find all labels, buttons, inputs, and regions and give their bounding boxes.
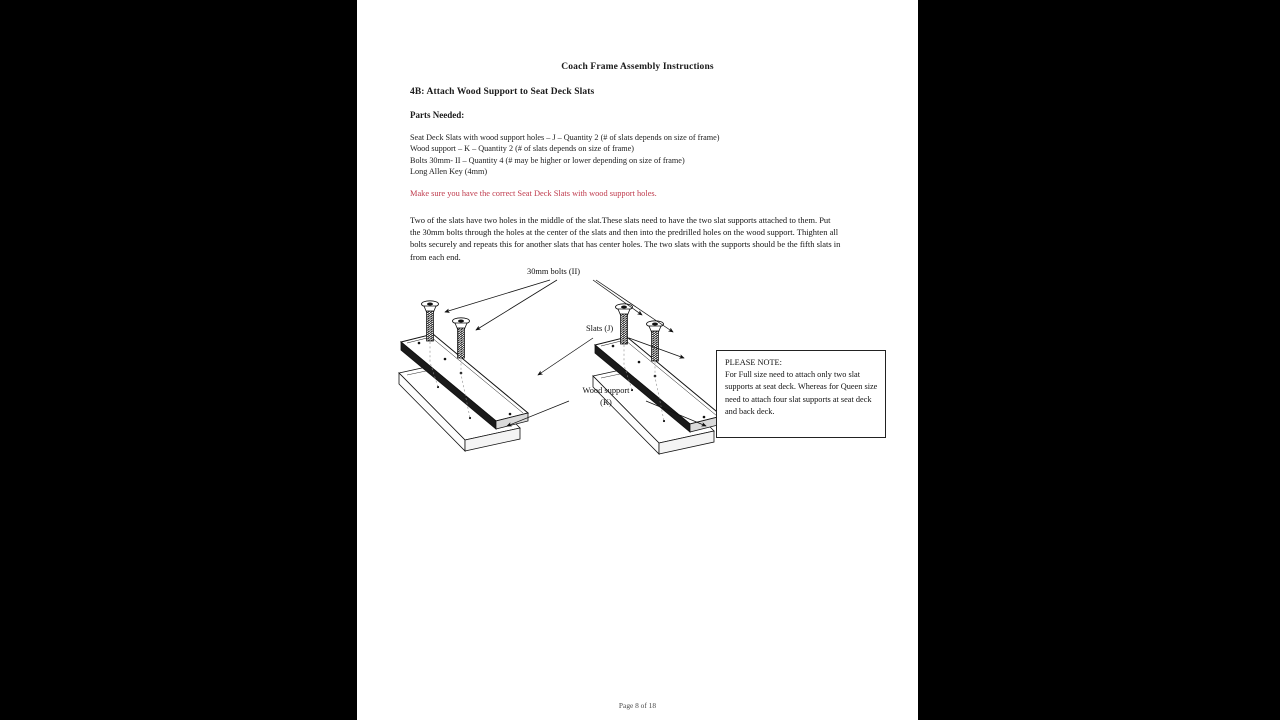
instruction-paragraph: Two of the slats have two holes in the middle of the slat.These slats need to have the two slat supports attached to them. Put the 30mm bolts through the holes at the center of the slats and then into the predrilled holes on the wood support. Thighten all bolts securely and repeats this for another slats that has center holes. The two slats with the supports should be the fifth slats in from each end. [410, 215, 841, 262]
arrow-bolts-left-b [476, 280, 557, 330]
parts-list-item: Long Allen Key (4mm) [410, 166, 488, 176]
parts-needed-heading: Parts Needed: [410, 110, 465, 120]
document-title: Coach Frame Assembly Instructions [561, 62, 714, 72]
page-footer: Page 8 of 18 [618, 701, 657, 710]
arrow-slats-left [538, 338, 593, 375]
diagram-label-slats: Slats (J) [586, 324, 614, 333]
please-note-body: For Full size need to attach only two slat supports at seat deck. Whereas for Queen size need to attach four slat supports at seat deck and back deck. [725, 370, 878, 416]
assembly-diagram-svg [397, 258, 747, 458]
document-page [357, 0, 918, 720]
parts-list-item: Seat Deck Slats with wood support holes – J – Quantity 2 (# of slats depends on size of frame) [410, 133, 720, 142]
please-note-box [716, 350, 886, 438]
parts-list-item: Wood support – K – Quantity 2 (# of slats depends on size of frame) [410, 144, 634, 154]
diagram-label-wood-support-line2: (K) [600, 397, 612, 407]
warning-text: Make sure you have the correct Seat Deck Slats with wood support holes. [410, 189, 657, 198]
diagram-label-wood-support [563, 385, 649, 408]
assembly-diagram [397, 258, 747, 458]
please-note-title: PLEASE NOTE: [725, 358, 782, 367]
diagram-label-wood-support-line1: Wood support [582, 386, 630, 395]
diagram-label-bolts: 30mm bolts (II) [527, 267, 581, 276]
left-slat-assembly [399, 301, 528, 451]
parts-list [410, 132, 719, 177]
arrow-bolts-left-a [445, 280, 550, 312]
bolt-left-1 [422, 301, 439, 341]
parts-list-item: Bolts 30mm- II – Quantity 4 (# may be higher or lower depending on size of frame) [410, 155, 685, 165]
arrow-bolts-right-a [593, 280, 642, 315]
section-heading: 4B: Attach Wood Support to Seat Deck Slats [410, 87, 595, 97]
